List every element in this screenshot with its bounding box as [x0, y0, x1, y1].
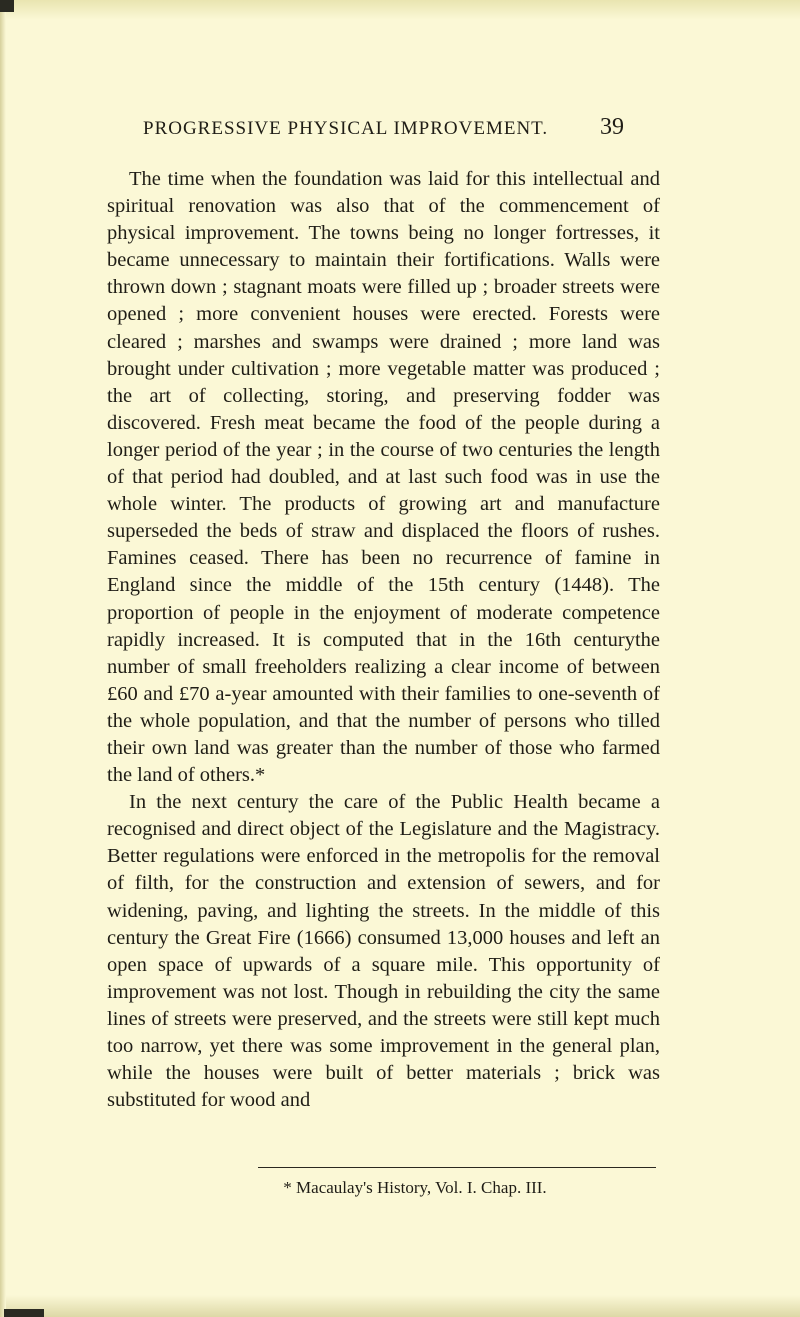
footnote-rule [258, 1167, 656, 1168]
paragraph: In the next century the care of the Public Health became a recognised and direct object of the Legislature and the Magistracy. Better regulations were enforced in the metropolis for the removal of filth, for the construction and extension of sewers, and for widening, paving, and lighting the streets. In the middle of this century the Great Fire (1666) consumed 13,000 houses and left an open space of upwards of a square mile. This opportunity of improvement was not lost. Though in rebuilding the city the same lines of streets were preserved, and the streets were still kept much too narrow, yet there was some improvement in the general plan, while the houses were built of better materials ; brick was substituted for wood and [107, 791, 660, 1112]
running-title: PROGRESSIVE PHYSICAL IMPROVEMENT. [143, 118, 549, 139]
scan-bottom-mark [4, 1309, 44, 1317]
page-left-shadow [0, 0, 6, 1317]
scan-corner-mark [0, 0, 14, 12]
paragraph: The time when the foundation was laid for this intellectual and spiritual renovation was also that of the commencement of physical improvement. The towns being no longer fortresses, it became unnecessary to maintain their fortifications. Walls were thrown down ; stagnant moats were filled up ; broader streets were opened ; more convenient houses were erected. Forests were cleared ; marshes and swamps were drained ; more land was brought under cultivation ; more vegetable matter was produced ; the art of collecting, storing, and preserving fodder was discovered. Fresh meat became the food of the people during a longer period of the year ; in the course of two centuries the length of that period had doubled, and at last such food was in use the whole winter. The products of growing art and manufacture superseded the beds of straw and displaced the floors of rushes. Famines ceased. There has been no recurrence of famine in England since the middle of the 15th century (1448). The proportion of people in the enjoyment of moderate competence rapidly increased. It is computed that in the 16th centurythe number of small freeholders realizing a clear income of between £60 and £70 a-year amounted with their families to one-seventh of the whole population, and that the number of persons who tilled their own land was greater than the number of those who farmed the land of others.* [107, 168, 660, 787]
body-text [107, 166, 660, 1114]
page-number: 39 [600, 114, 624, 140]
footnote [0, 1178, 800, 1198]
page-top-shadow [0, 0, 800, 20]
footnote-text: * Macaulay's History, Vol. I. Chap. III. [283, 1178, 547, 1197]
running-header [0, 114, 800, 148]
page-bottom-shadow [0, 1295, 800, 1317]
